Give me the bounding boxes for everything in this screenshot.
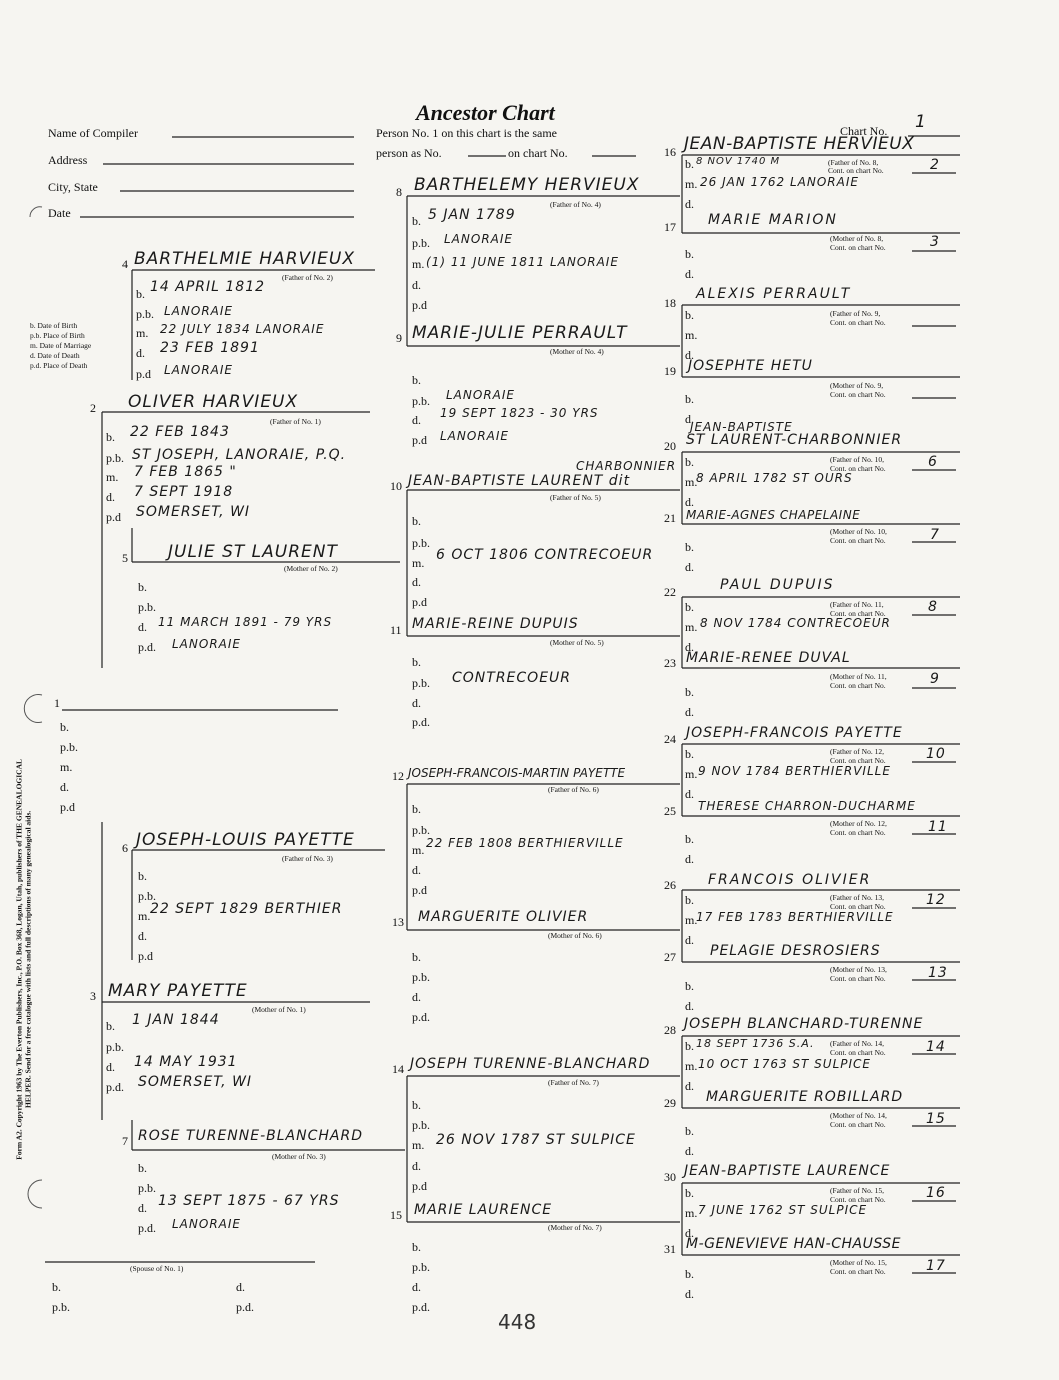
person-2-marriage: 7 FEB 1865 "	[134, 464, 237, 480]
p8-d-label: d.	[412, 278, 421, 292]
person-27-cont-no: 13	[928, 965, 948, 981]
spouse-label: (Spouse of No. 1)	[130, 1264, 184, 1273]
person-4-marriage: 22 JULY 1834 LANORAIE	[160, 322, 325, 336]
p13-pd-label: p.d.	[412, 1010, 430, 1024]
person-5-number: 5	[122, 551, 128, 565]
person-25-cont: Cont. on chart No.	[830, 828, 886, 837]
person-28-number: 28	[664, 1023, 676, 1037]
copyright-note	[15, 749, 34, 1169]
person-14-name: JOSEPH TURENNE-BLANCHARD	[410, 1056, 651, 1072]
person-5-name: JULIE ST LAURENT	[168, 542, 338, 562]
person-21-cont-no: 7	[930, 527, 940, 543]
person-10-name: JEAN-BAPTISTE LAURENT dit	[408, 473, 631, 489]
person-4-birth: 14 APRIL 1812	[150, 279, 266, 295]
p11-pd-label: p.d.	[412, 715, 430, 729]
p3-pb-label: p.b.	[106, 1040, 124, 1054]
person-26-cont-no: 12	[926, 892, 946, 908]
p13-pb-label: p.b.	[412, 970, 430, 984]
person-6-name: JOSEPH-LOUIS PAYETTE	[136, 830, 355, 850]
person-17-role: (Mother of No. 8,	[830, 234, 884, 243]
p16-m-label: m.	[685, 177, 698, 191]
p30-m-label: m.	[685, 1206, 698, 1220]
person-10-marriage: 6 OCT 1806 CONTRECOEUR	[436, 547, 654, 563]
person-25-name: THERESE CHARRON-DUCHARME	[698, 799, 916, 813]
person-10-name2: CHARBONNIER	[576, 459, 677, 473]
p7-b-label: b.	[138, 1161, 147, 1175]
person-12-role: (Father of No. 6)	[548, 785, 599, 794]
person-14-marriage: 26 NOV 1787 ST SULPICE	[436, 1132, 636, 1148]
p1-d-label: d.	[60, 780, 69, 794]
person-note-2a: person as No.	[376, 146, 442, 160]
p23-d-label: d.	[685, 705, 694, 719]
p6-pd-label: p.d	[138, 949, 153, 963]
person-8-birthplace: LANORAIE	[444, 232, 513, 246]
person-13-number: 13	[392, 915, 404, 929]
p19-d-label: d.	[685, 412, 694, 426]
person-20-cont: Cont. on chart No.	[830, 464, 886, 473]
p11-pb-label: p.b.	[412, 676, 430, 690]
person-19-name: JOSEPHTE HETU	[688, 358, 813, 374]
spouse-d-label: d.	[236, 1280, 245, 1294]
person-4-deathplace: LANORAIE	[164, 363, 233, 377]
spouse-pd-label: p.d.	[236, 1300, 254, 1314]
p12-m-label: m.	[412, 843, 425, 857]
p11-b-label: b.	[412, 655, 421, 669]
p10-b-label: b.	[412, 514, 421, 528]
person-2-deathplace: SOMERSET, WI	[136, 504, 251, 520]
person-30-number: 30	[664, 1170, 676, 1184]
p14-d-label: d.	[412, 1159, 421, 1173]
p4-m-label: m.	[136, 326, 149, 340]
p31-b-label: b.	[685, 1267, 694, 1281]
person-10-number: 10	[390, 479, 402, 493]
p8-b-label: b.	[412, 214, 421, 228]
person-2-birthplace: ST JOSEPH, LANORAIE, P.Q.	[132, 447, 347, 463]
p27-b-label: b.	[685, 979, 694, 993]
p9-pb-label: p.b.	[412, 394, 430, 408]
p25-b-label: b.	[685, 832, 694, 846]
person-29-role: (Mother of No. 14,	[830, 1111, 887, 1120]
person-9-role: (Mother of No. 4)	[550, 347, 604, 356]
p7-pb-label: p.b.	[138, 1181, 156, 1195]
p24-b-label: b.	[685, 747, 694, 761]
p24-m-label: m.	[685, 767, 698, 781]
person-29-cont-no: 15	[926, 1111, 946, 1127]
p1-pd-label: p.d	[60, 800, 75, 814]
person-23-number: 23	[664, 656, 676, 670]
p6-b-label: b.	[138, 869, 147, 883]
person-9-birthplace: LANORAIE	[446, 388, 515, 402]
person-11-name: MARIE-REINE DUPUIS	[412, 616, 579, 632]
person-28-marriage: 10 OCT 1763 ST SULPICE	[698, 1057, 871, 1071]
date-label: Date	[48, 206, 71, 220]
person-28-name: JOSEPH BLANCHARD-TURENNE	[684, 1016, 924, 1032]
person-16-marriage: 26 JAN 1762 LANORAIE	[700, 175, 859, 189]
p9-b-label: b.	[412, 373, 421, 387]
p2-m-label: m.	[106, 470, 119, 484]
person-22-cont: Cont. on chart No.	[830, 609, 886, 618]
p13-b-label: b.	[412, 950, 421, 964]
person-16-cont: Cont. on chart No.	[828, 166, 884, 175]
person-22-name: PAUL DUPUIS	[720, 577, 835, 593]
address-label: Address	[48, 153, 88, 167]
p25-d-label: d.	[685, 852, 694, 866]
person-note-1: Person No. 1 on this chart is the same	[376, 126, 557, 140]
person-23-cont-no: 9	[930, 671, 940, 687]
person-19-number: 19	[664, 364, 676, 378]
person-21-number: 21	[664, 511, 676, 525]
legend-marriage: m. Date of Marriage	[30, 341, 92, 350]
p10-m-label: m.	[412, 556, 425, 570]
p14-m-label: m.	[412, 1138, 425, 1152]
p16-b-label: b.	[685, 157, 694, 171]
p12-b-label: b.	[412, 802, 421, 816]
person-29-number: 29	[664, 1096, 676, 1110]
spouse-pb-label: p.b.	[52, 1300, 70, 1314]
p1-m-label: m.	[60, 760, 73, 774]
p4-pd-label: p.d	[136, 367, 151, 381]
p8-pb-label: p.b.	[412, 236, 430, 250]
person-12-name: JOSEPH-FRANCOIS-MARTIN PAYETTE	[408, 766, 626, 780]
p14-pb-label: p.b.	[412, 1118, 430, 1132]
p27-d-label: d.	[685, 999, 694, 1013]
person-25-cont-no: 11	[928, 819, 948, 835]
person-3-death: 14 MAY 1931	[134, 1054, 238, 1070]
person-21-cont: Cont. on chart No.	[830, 536, 886, 545]
spouse-b-label: b.	[52, 1280, 61, 1294]
person-30-marriage: 7 JUNE 1762 ST SULPICE	[698, 1203, 868, 1217]
person-3-birth: 1 JAN 1844	[132, 1012, 220, 1028]
person-19-role: (Mother of No. 9,	[830, 381, 884, 390]
person-16-name: JEAN-BAPTISTE HERVIEUX	[684, 134, 915, 154]
p18-d-label: d.	[685, 348, 694, 362]
person-22-marriage: 8 NOV 1784 CONTRECOEUR	[700, 616, 891, 630]
p2-b-label: b.	[106, 430, 115, 444]
city-label: City, State	[48, 180, 98, 194]
person-29-name: MARGUERITE ROBILLARD	[706, 1089, 904, 1105]
legend-birthplace: p.b. Place of Birth	[30, 331, 85, 340]
p28-m-label: m.	[685, 1059, 698, 1073]
person-22-role: (Father of No. 11,	[830, 600, 884, 609]
person-3-number: 3	[90, 989, 96, 1003]
person-18-number: 18	[664, 296, 676, 310]
person-30-name: JEAN-BAPTISTE LAURENCE	[684, 1163, 891, 1179]
person-7-death: 13 SEPT 1875 - 67 YRS	[158, 1193, 340, 1209]
p12-d-label: d.	[412, 863, 421, 877]
person-26-number: 26	[664, 878, 676, 892]
p15-b-label: b.	[412, 1240, 421, 1254]
person-7-deathplace: LANORAIE	[172, 1217, 241, 1231]
compiler-label: Name of Compiler	[48, 126, 138, 140]
person-19-cont: Cont. on chart No.	[830, 390, 886, 399]
p2-pb-label: p.b.	[106, 451, 124, 465]
person-27-name: PELAGIE DESROSIERS	[710, 943, 881, 959]
person-16-birth: 8 NOV 1740 M	[696, 156, 781, 167]
person-24-role: (Father of No. 12,	[830, 747, 884, 756]
person-24-cont-no: 10	[926, 746, 946, 762]
person-28-cont-no: 14	[926, 1039, 946, 1055]
person-31-cont-no: 17	[926, 1258, 946, 1274]
p29-b-label: b.	[685, 1124, 694, 1138]
person-9-number: 9	[396, 331, 402, 345]
person-26-marriage: 17 FEB 1783 BERTHIERVILLE	[696, 910, 894, 924]
p22-b-label: b.	[685, 600, 694, 614]
p5-pd-label: p.d.	[138, 640, 156, 654]
person-25-number: 25	[664, 804, 676, 818]
p31-d-label: d.	[685, 1287, 694, 1301]
person-24-marriage: 9 NOV 1784 BERTHIERVILLE	[698, 764, 891, 778]
person-5-role: (Mother of No. 2)	[284, 564, 338, 573]
legend-birth: b. Date of Birth	[30, 321, 78, 330]
person-24-number: 24	[664, 732, 676, 746]
person-4-role: (Father of No. 2)	[282, 273, 333, 282]
person-24-cont: Cont. on chart No.	[830, 756, 886, 765]
p10-pb-label: p.b.	[412, 536, 430, 550]
person-26-name: FRANCOIS OLIVIER	[708, 872, 872, 888]
p4-b-label: b.	[136, 287, 145, 301]
p26-m-label: m.	[685, 913, 698, 927]
person-25-role: (Mother of No. 12,	[830, 819, 887, 828]
p20-b-label: b.	[685, 455, 694, 469]
chart-no-value: 1	[915, 112, 927, 132]
person-7-number: 7	[122, 1134, 128, 1148]
person-13-role: (Mother of No. 6)	[548, 931, 602, 940]
p15-d-label: d.	[412, 1280, 421, 1294]
p2-pd-label: p.d	[106, 510, 121, 524]
person-6-marriage: 22 SEPT 1829 BERTHIER	[150, 901, 343, 917]
person-12-number: 12	[392, 769, 404, 783]
person-11-birthplace: CONTRECOEUR	[452, 670, 572, 686]
person-9-deathplace: LANORAIE	[440, 429, 509, 443]
person-8-marriage: (1) 11 JUNE 1811 LANORAIE	[426, 255, 619, 269]
person-3-role: (Mother of No. 1)	[252, 1005, 306, 1014]
p22-m-label: m.	[685, 620, 698, 634]
person-27-role: (Mother of No. 13,	[830, 965, 887, 974]
p10-pd-label: p.d	[412, 595, 427, 609]
person-12-marriage: 22 FEB 1808 BERTHIERVILLE	[426, 836, 624, 850]
person-8-name: BARTHELEMY HERVIEUX	[414, 175, 640, 195]
person-31-number: 31	[664, 1242, 676, 1256]
person-15-role: (Mother of No. 7)	[548, 1223, 602, 1232]
person-20-pre: JEAN-BAPTISTE	[690, 420, 793, 434]
person-14-role: (Father of No. 7)	[548, 1078, 599, 1087]
p6-pb-label: p.b.	[138, 889, 156, 903]
person-18-name: ALEXIS PERRAULT	[696, 286, 852, 302]
person-20-name: ST LAURENT-CHARBONNIER	[686, 432, 903, 448]
p3-d-label: d.	[106, 1060, 115, 1074]
p24-d-label: d.	[685, 787, 694, 801]
p22-d-label: d.	[685, 640, 694, 654]
person-3-name: MARY PAYETTE	[108, 981, 248, 1001]
person-22-cont-no: 8	[928, 599, 938, 615]
person-8-birth: 5 JAN 1789	[428, 207, 516, 223]
person-15-name: MARIE LAURENCE	[414, 1202, 553, 1218]
person-23-cont: Cont. on chart No.	[830, 681, 886, 690]
p5-d-label: d.	[138, 620, 147, 634]
p12-pd-label: p.d	[412, 883, 427, 897]
p21-d-label: d.	[685, 560, 694, 574]
person-21-name: MARIE-AGNES CHAPELAINE	[686, 508, 861, 522]
person-5-deathplace: LANORAIE	[172, 637, 241, 651]
person-1-number: 1	[54, 696, 60, 710]
chart-no-label: Chart No.	[840, 124, 888, 138]
person-7-name: ROSE TURENNE-BLANCHARD	[138, 1128, 363, 1144]
p15-pb-label: p.b.	[412, 1260, 430, 1274]
p26-d-label: d.	[685, 933, 694, 947]
person-27-number: 27	[664, 950, 676, 964]
person-9-name: MARIE-JULIE PERRAULT	[412, 323, 628, 343]
p7-pd-label: p.d.	[138, 1221, 156, 1235]
person-7-role: (Mother of No. 3)	[272, 1152, 326, 1161]
person-6-number: 6	[122, 841, 128, 855]
person-18-role: (Father of No. 9,	[830, 309, 881, 318]
person-2-birth: 22 FEB 1843	[130, 424, 230, 440]
p28-d-label: d.	[685, 1079, 694, 1093]
p6-d-label: d.	[138, 929, 147, 943]
p9-d-label: d.	[412, 413, 421, 427]
person-26-cont: Cont. on chart No.	[830, 902, 886, 911]
p5-pb-label: p.b.	[138, 600, 156, 614]
person-9-death: 19 SEPT 1823 - 30 YRS	[440, 406, 599, 420]
person-note-2b: on chart No.	[508, 146, 568, 160]
p10-d-label: d.	[412, 575, 421, 589]
p3-pd-label: p.d.	[106, 1080, 124, 1094]
person-13-name: MARGUERITE OLIVIER	[418, 909, 589, 925]
p14-pd-label: p.d	[412, 1179, 427, 1193]
person-29-cont: Cont. on chart No.	[830, 1120, 886, 1129]
p19-b-label: b.	[685, 392, 694, 406]
p14-b-label: b.	[412, 1098, 421, 1112]
person-24-name: JOSEPH-FRANCOIS PAYETTE	[686, 725, 903, 741]
person-28-birth: 18 SEPT 1736 S.A.	[696, 1037, 815, 1050]
p12-pb-label: p.b.	[412, 823, 430, 837]
person-4-number: 4	[122, 257, 128, 271]
p30-b-label: b.	[685, 1186, 694, 1200]
person-18-cont: Cont. on chart No.	[830, 318, 886, 327]
p5-b-label: b.	[138, 580, 147, 594]
person-23-name: MARIE-RENEE DUVAL	[686, 650, 851, 666]
person-30-role: (Father of No. 15,	[830, 1186, 884, 1195]
person-16-cont-no: 2	[930, 157, 940, 173]
p28-b-label: b.	[685, 1039, 694, 1053]
person-8-role: (Father of No. 4)	[550, 200, 601, 209]
person-30-cont-no: 16	[926, 1185, 946, 1201]
person-8-number: 8	[396, 185, 402, 199]
p17-d-label: d.	[685, 267, 694, 281]
p20-m-label: m.	[685, 475, 698, 489]
p2-d-label: d.	[106, 490, 115, 504]
person-20-cont-no: 6	[928, 454, 938, 470]
legend-death: d. Date of Death	[30, 351, 80, 360]
p8-pd-label: p.d	[412, 298, 427, 312]
chart-title: Ancestor Chart	[416, 100, 555, 125]
person-16-number: 16	[664, 145, 676, 159]
p1-pb-label: p.b.	[60, 740, 78, 754]
copyright-text: Form A2. Copyright 1963 by The Everton Publishers, Inc., P.O. Box 368, Logan, Utah, publishers of THE GENEALOGICAL HELPER. Send for a free catalogue with lists and full descriptions of many genealogical aids.	[14, 759, 33, 1160]
p20-d-label: d.	[685, 495, 694, 509]
person-2-name: OLIVER HARVIEUX	[128, 392, 299, 412]
p15-pd-label: p.d.	[412, 1300, 430, 1314]
p16-d-label: d.	[685, 197, 694, 211]
p3-b-label: b.	[106, 1019, 115, 1033]
p29-d-label: d.	[685, 1144, 694, 1158]
p30-d-label: d.	[685, 1226, 694, 1240]
p26-b-label: b.	[685, 893, 694, 907]
person-20-number: 20	[664, 439, 676, 453]
person-2-role: (Father of No. 1)	[270, 417, 321, 426]
person-23-role: (Mother of No. 11,	[830, 672, 887, 681]
person-14-number: 14	[392, 1062, 404, 1076]
person-21-role: (Mother of No. 10,	[830, 527, 887, 536]
p1-b-label: b.	[60, 720, 69, 734]
p4-d-label: d.	[136, 346, 145, 360]
person-31-cont: Cont. on chart No.	[830, 1267, 886, 1276]
p7-d-label: d.	[138, 1201, 147, 1215]
p23-b-label: b.	[685, 685, 694, 699]
person-28-role: (Father of No. 14,	[830, 1039, 884, 1048]
p18-b-label: b.	[685, 308, 694, 322]
person-4-death: 23 FEB 1891	[160, 340, 260, 356]
person-17-cont: Cont. on chart No.	[830, 243, 886, 252]
person-27-cont: Cont. on chart No.	[830, 974, 886, 983]
person-2-number: 2	[90, 401, 96, 415]
person-2-death: 7 SEPT 1918	[134, 484, 234, 500]
p4-pb-label: p.b.	[136, 307, 154, 321]
person-3-deathplace: SOMERSET, WI	[138, 1074, 253, 1090]
page-number: 448	[498, 1310, 537, 1334]
person-11-role: (Mother of No. 5)	[550, 638, 604, 647]
person-4-birthplace: LANORAIE	[164, 304, 233, 318]
person-4-name: BARTHELMIE HARVIEUX	[134, 249, 356, 269]
person-22-number: 22	[664, 585, 676, 599]
person-6-role: (Father of No. 3)	[282, 854, 333, 863]
person-20-marriage: 8 APRIL 1782 ST OURS	[696, 471, 853, 485]
p6-m-label: m.	[138, 909, 151, 923]
p13-d-label: d.	[412, 990, 421, 1004]
person-5-death: 11 MARCH 1891 - 79 YRS	[158, 615, 333, 629]
person-10-role: (Father of No. 5)	[550, 493, 601, 502]
person-17-cont-no: 3	[930, 234, 940, 250]
person-26-role: (Father of No. 13,	[830, 893, 884, 902]
p21-b-label: b.	[685, 540, 694, 554]
person-31-name: M-GENEVIEVE HAN-CHAUSSE	[686, 1236, 901, 1252]
person-16-role: (Father of No. 8,	[828, 158, 879, 167]
person-30-cont: Cont. on chart No.	[830, 1195, 886, 1204]
person-17-name: MARIE MARION	[708, 212, 838, 228]
p11-d-label: d.	[412, 696, 421, 710]
person-11-number: 11	[390, 623, 402, 637]
p18-m-label: m.	[685, 328, 698, 342]
person-20-role: (Father of No. 10,	[830, 455, 884, 464]
person-15-number: 15	[390, 1208, 402, 1222]
person-28-cont: Cont. on chart No.	[830, 1048, 886, 1057]
person-17-number: 17	[664, 220, 676, 234]
person-31-role: (Mother of No. 15,	[830, 1258, 887, 1267]
p8-m-label: m.	[412, 257, 425, 271]
p17-b-label: b.	[685, 247, 694, 261]
legend-deathplace: p.d. Place of Death	[30, 361, 88, 370]
p9-pd-label: p.d	[412, 433, 427, 447]
